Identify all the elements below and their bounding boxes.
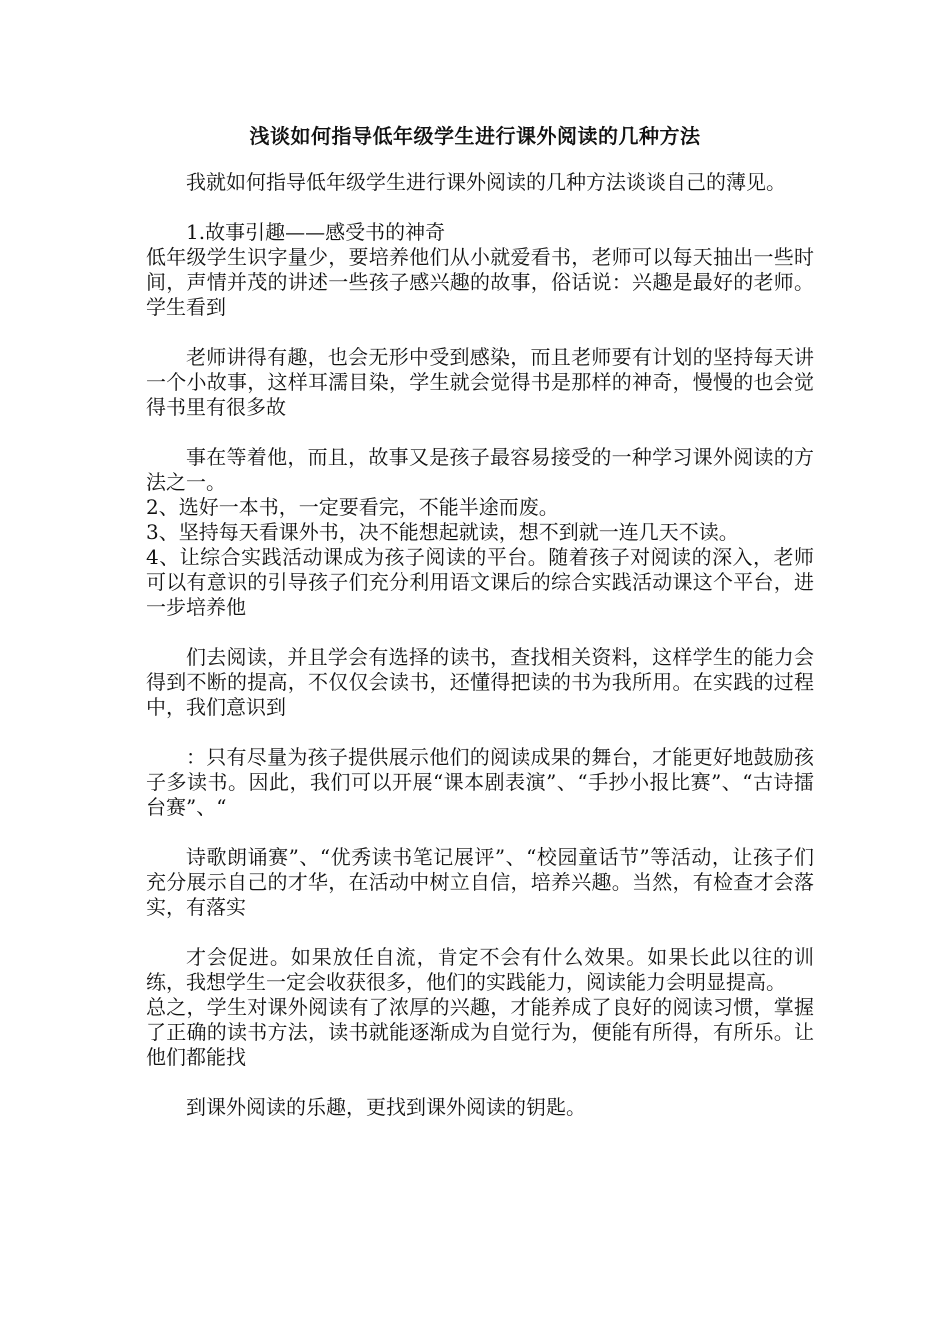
paragraph-final: 到课外阅读的乐趣，更找到课外阅读的钥匙。 [186, 1095, 586, 1119]
paragraph-2: 低年级学生识字量少，要培养他们从小就爱看书，老师可以每天抽出一些时间，声情并茂的讲述一些孩子感兴趣的故事，俗话说：兴趣是最好的老师。学生看到 [146, 245, 814, 319]
section-heading-1: 1.故事引趣——感受书的神奇 [186, 220, 446, 244]
document-title: 浅谈如何指导低年级学生进行课外阅读的几种方法 [249, 124, 701, 148]
document-body [146, 170, 814, 1120]
paragraph-9: ：只有尽量为孩子提供展示他们的阅读成果的舞台，才能更好地鼓励孩子多读书。因此，我们可以开展“课本剧表演”、“手抄小报比赛”、“古诗擂台赛”、“ [146, 745, 814, 819]
paragraph-conclusion: 总之，学生对课外阅读有了浓厚的兴趣，才能养成了良好的阅读习惯，掌握了正确的读书方法，读书就能逐渐成为自觉行为，便能有所得，有所乐。让他们都能找 [146, 995, 814, 1069]
list-item-3: 3、坚持每天看课外书，决不能想起就读，想不到就一连几天不读。 [146, 520, 739, 544]
list-item-4: 4、让综合实践活动课成为孩子阅读的平台。随着孩子对阅读的深入，老师可以有意识的引导孩子们充分利用语文课后的综合实践活动课这个平台，进一步培养他 [146, 545, 814, 619]
paragraph-4: 事在等着他，而且，故事又是孩子最容易接受的一种学习课外阅读的方法之一。 [146, 445, 814, 494]
list-item-2: 2、选好一本书，一定要看完，不能半途而废。 [146, 495, 559, 519]
paragraph-8: 们去阅读，并且学会有选择的读书，查找相关资料，这样学生的能力会得到不断的提高，不仅仅会读书，还懂得把读的书为我所用。在实践的过程中，我们意识到 [146, 645, 814, 719]
paragraph-intro: 我就如何指导低年级学生进行课外阅读的几种方法谈谈自己的薄见。 [186, 170, 786, 194]
paragraph-11: 才会促进。如果放任自流，肯定不会有什么效果。如果长此以往的训练，我想学生一定会收获很多，他们的实践能力，阅读能力会明显提高。 [146, 945, 814, 994]
paragraph-3: 老师讲得有趣，也会无形中受到感染，而且老师要有计划的坚持每天讲一个小故事，这样耳濡目染，学生就会觉得书是那样的神奇，慢慢的也会觉得书里有很多故 [146, 345, 814, 419]
paragraph-10: 诗歌朗诵赛”、“优秀读书笔记展评”、“校园童话节”等活动，让孩子们充分展示自己的才华，在活动中树立自信，培养兴趣。当然，有检查才会落实，有落实 [146, 845, 814, 919]
